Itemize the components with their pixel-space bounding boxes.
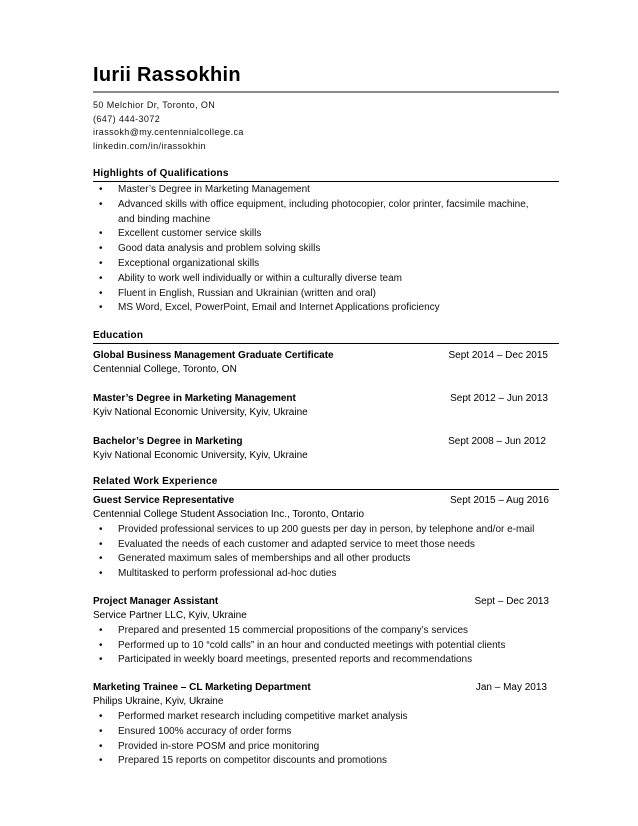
list-item: • Excellent customer service skills [93, 227, 559, 242]
linkedin-text: linkedin.com/in/irassokhin [93, 140, 206, 151]
employer-name: Centennial College Student Association Inc., Toronto, Ontario [93, 509, 365, 520]
address-text: 50 Melchior Dr, Toronto, ON [93, 100, 216, 110]
employer-name: Service Partner LLC, Kyiv, Ukraine [93, 609, 247, 621]
list-item: • Fluent in English, Russian and Ukrainian (written and oral) [93, 287, 559, 302]
section-title-highlights: Highlights of Qualifications [93, 167, 559, 182]
highlights-section [93, 167, 559, 316]
job-title: Marketing Trainee – CL Marketing Department [93, 682, 311, 694]
school-name: Centennial College, Toronto, ON [93, 364, 237, 375]
school-name: Kyiv National Economic University, Kyiv, Ukraine [93, 449, 308, 461]
job-title: Guest Service Representative [93, 495, 235, 506]
date-range: Jan – May 2013 [475, 682, 547, 694]
list-item: • Exceptional organizational skills [93, 257, 559, 272]
job-entry [93, 493, 559, 582]
list-item: • Prepared 15 reports on competitor discounts and promotions [93, 754, 559, 769]
education-entry [93, 391, 559, 421]
list-item: • Ability to work well individually or within a culturally diverse team [93, 272, 559, 287]
section-title-experience: Related Work Experience [93, 475, 559, 490]
education-entry [93, 348, 559, 378]
date-range: Sept – Dec 2013 [474, 595, 549, 607]
job-bullets [93, 710, 559, 769]
date-range: Sept 2012 – Jun 2013 [450, 392, 548, 404]
job-entry [93, 594, 559, 668]
degree-title: Global Business Management Graduate Certificate [93, 350, 334, 361]
list-item: • Participated in weekly board meetings, presented reports and recommendations [93, 653, 559, 668]
job-bullets [93, 523, 559, 582]
highlights-list [93, 183, 559, 316]
list-item: • Provided in-store POSM and price monitoring [93, 740, 559, 755]
school-name: Kyiv National Economic University, Kyiv, Ukraine [93, 406, 308, 418]
job-title: Project Manager Assistant [93, 595, 219, 607]
list-item: • Advanced skills with office equipment, including photocopier, color printer, facsimile machine, and binding machine [93, 198, 559, 228]
list-item: • Master’s Degree in Marketing Management [93, 183, 559, 198]
header-divider [93, 91, 559, 93]
list-item: • Provided professional services to up 200 guests per day in person, by telephone and/or e-mail [93, 523, 559, 538]
resume-header [93, 62, 559, 153]
date-range: Sept 2015 – Aug 2016 [450, 495, 549, 506]
degree-title: Master’s Degree in Marketing Management [93, 392, 296, 404]
section-title-education: Education [93, 329, 559, 344]
list-item: • Prepared and presented 15 commercial propositions of the company’s services [93, 624, 559, 639]
list-item: • Performed up to 10 “cold calls” in an hour and conducted meetings with potential clients [93, 639, 559, 654]
job-entry [93, 680, 559, 769]
date-range: Sept 2008 – Jun 2012 [448, 435, 546, 447]
list-item: • Generated maximum sales of memberships and all other products [93, 552, 559, 567]
phone-text: (647) 444-3072 [93, 113, 161, 124]
date-range: Sept 2014 – Dec 2015 [448, 350, 548, 361]
email-text: irassokh@my.centennialcollege.ca [93, 127, 244, 138]
education-section [93, 329, 559, 463]
job-bullets [93, 624, 559, 668]
experience-section [93, 475, 559, 769]
list-item: • MS Word, Excel, PowerPoint, Email and Internet Applications proficiency [93, 301, 559, 316]
contact-block [93, 99, 559, 153]
list-item: • Ensured 100% accuracy of order forms [93, 725, 559, 740]
list-item: • Multitasked to perform professional ad-hoc duties [93, 567, 559, 582]
resume-page [93, 62, 559, 767]
list-item: • Evaluated the needs of each customer and adapted service to meet those needs [93, 538, 559, 553]
education-entry [93, 434, 559, 464]
employer-name: Philips Ukraine, Kyiv, Ukraine [93, 696, 224, 708]
list-item: • Good data analysis and problem solving skills [93, 242, 559, 257]
list-item: • Performed market research including competitive market analysis [93, 710, 559, 725]
degree-title: Bachelor’s Degree in Marketing [93, 435, 243, 447]
candidate-name: Iurii Rassokhin [93, 64, 241, 86]
